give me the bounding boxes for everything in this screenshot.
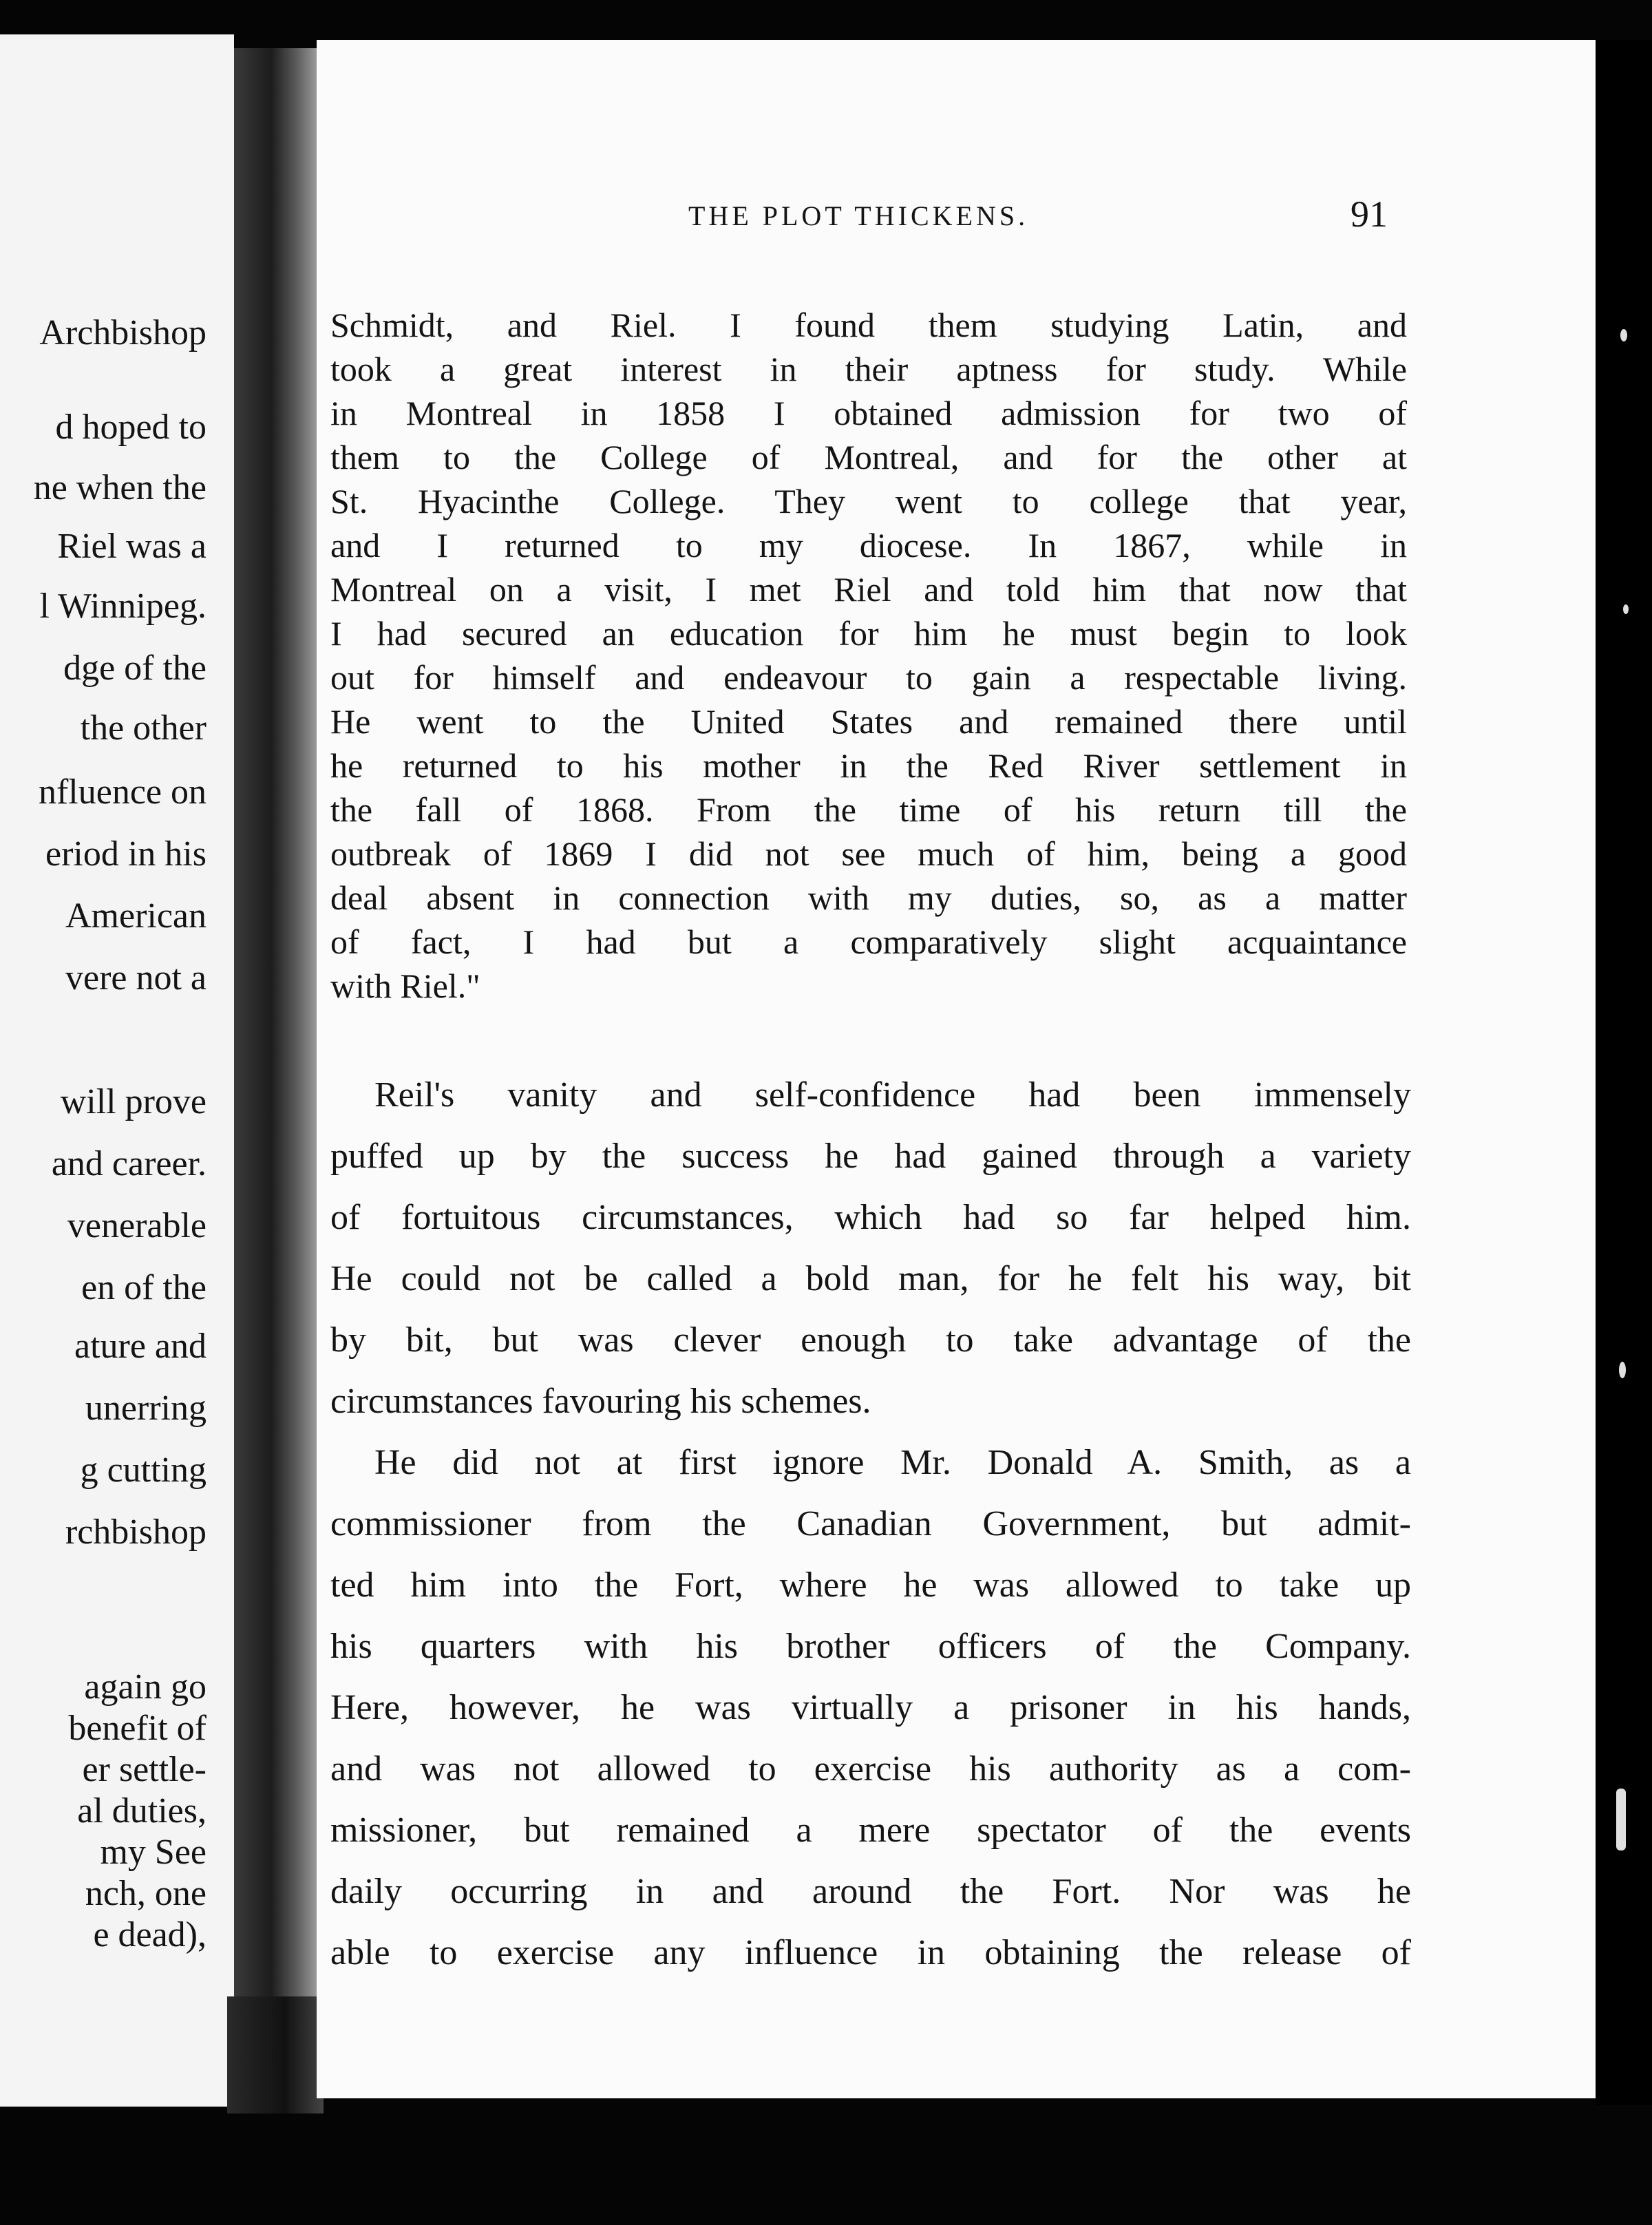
paragraph-line: his quarters with his brother officers of the Company.: [330, 1627, 1411, 1666]
paragraph-line: He did not at first ignore Mr. Donald A. Smith, as a: [374, 1443, 1411, 1482]
left-page-line: unerring: [85, 1389, 206, 1428]
quote-line: Montreal on a visit, I met Riel and told him that now that: [330, 570, 1407, 609]
paragraph-line: and was not allowed to exercise his authority as a com-: [330, 1749, 1411, 1789]
left-page-line: dge of the: [63, 648, 206, 688]
right-page: [317, 40, 1596, 2098]
left-page-line: d hoped to: [55, 408, 206, 447]
left-page-line: al duties,: [77, 1791, 206, 1831]
left-page-line: Riel was a: [57, 527, 206, 566]
quote-line: He went to the United States and remained there until: [330, 702, 1407, 741]
scan-speck: [1619, 1362, 1626, 1378]
left-page-line: er settle-: [82, 1750, 206, 1789]
book-gutter-shadow: [234, 48, 317, 2017]
paragraph-line: commissioner from the Canadian Government, but admit-: [330, 1504, 1411, 1543]
quote-line: outbreak of 1869 I did not see much of him, being a good: [330, 834, 1407, 873]
running-head: THE PLOT THICKENS.: [688, 200, 1029, 231]
quote-line: took a great interest in their aptness for study. While: [330, 350, 1407, 388]
left-page-line: ature and: [74, 1327, 206, 1366]
quote-line: them to the College of Montreal, and for the other at: [330, 438, 1407, 476]
paragraph-donald-smith: [330, 1432, 1411, 1983]
quote-line: of fact, I had but a comparatively slight acquaintance: [330, 922, 1407, 961]
quote-line: with Riel.": [330, 967, 480, 1005]
left-page-line: nfluence on: [38, 772, 206, 812]
quote-line: the fall of 1868. From the time of his return till the: [330, 790, 1407, 829]
left-facing-page: [0, 34, 234, 2107]
left-page-line: benefit of: [68, 1709, 206, 1748]
left-page-line: venerable: [67, 1206, 206, 1245]
paragraph-line: of fortuitous circumstances, which had so far helped him.: [330, 1198, 1411, 1237]
left-page-line: again go: [84, 1667, 206, 1707]
quote-line: deal absent in connection with my duties, so, as a matter: [330, 878, 1407, 917]
left-page-line: the other: [80, 708, 206, 748]
left-page-line: will prove: [60, 1082, 206, 1121]
quote-line: Schmidt, and Riel. I found them studying Latin, and: [330, 306, 1407, 344]
scan-speck: [1623, 604, 1629, 614]
quote-line: I had secured an education for him he must begin to look: [330, 614, 1407, 653]
quote-line: St. Hyacinthe College. They went to college that year,: [330, 482, 1407, 520]
paragraph-line: daily occurring in and around the Fort. Nor was he: [330, 1872, 1411, 1911]
page-number: 91: [1351, 193, 1388, 235]
left-page-line: l Winnipeg.: [39, 587, 206, 626]
left-page-line: en of the: [81, 1268, 206, 1307]
quote-line: in Montreal in 1858 I obtained admission for two of: [330, 394, 1407, 432]
left-page-line: eriod in his: [45, 834, 206, 874]
paragraph-line: puffed up by the success he had gained through a variety: [330, 1137, 1411, 1176]
left-page-line: Archbishop: [39, 313, 206, 352]
left-page-line: g cutting: [80, 1451, 206, 1490]
scan-border-right: [1596, 40, 1652, 2105]
left-page-line: vere not a: [65, 958, 206, 998]
paragraph-line: ted him into the Fort, where he was allowed to take up: [330, 1565, 1411, 1605]
scan-speck: [1620, 329, 1627, 341]
scan-speck: [1616, 1789, 1626, 1850]
quote-line: he returned to his mother in the Red River settlement in: [330, 746, 1407, 785]
left-page-line: rchbishop: [65, 1512, 206, 1552]
left-page-line: and career.: [51, 1144, 206, 1183]
left-page-line: nch, one: [85, 1874, 206, 1913]
paragraph-line: He could not be called a bold man, for he felt his way, bit: [330, 1259, 1411, 1298]
quote-line: and I returned to my diocese. In 1867, while in: [330, 526, 1407, 565]
paragraph-line: circumstances favouring his schemes.: [330, 1382, 871, 1421]
left-page-line: my See: [100, 1833, 206, 1872]
left-page-line: e dead),: [93, 1915, 206, 1954]
left-page-line: American: [65, 896, 206, 936]
paragraph-line: able to exercise any influence in obtaining the release of: [330, 1933, 1411, 1972]
paragraph-line: Here, however, he was virtually a prisoner in his hands,: [330, 1688, 1411, 1727]
paragraph-line: Reil's vanity and self-confidence had been immensely: [374, 1075, 1411, 1115]
paragraph-reil-vanity: [330, 1064, 1411, 1432]
quote-line: out for himself and endeavour to gain a respectable living.: [330, 658, 1407, 697]
quoted-letter-block: [330, 303, 1407, 1008]
paragraph-line: missioner, but remained a mere spectator of the events: [330, 1811, 1411, 1850]
left-page-line: ne when the: [33, 468, 206, 507]
paragraph-line: by bit, but was clever enough to take advantage of the: [330, 1320, 1411, 1360]
body-text: [330, 1064, 1411, 1983]
book-gutter-shadow-lower: [227, 1996, 324, 2113]
